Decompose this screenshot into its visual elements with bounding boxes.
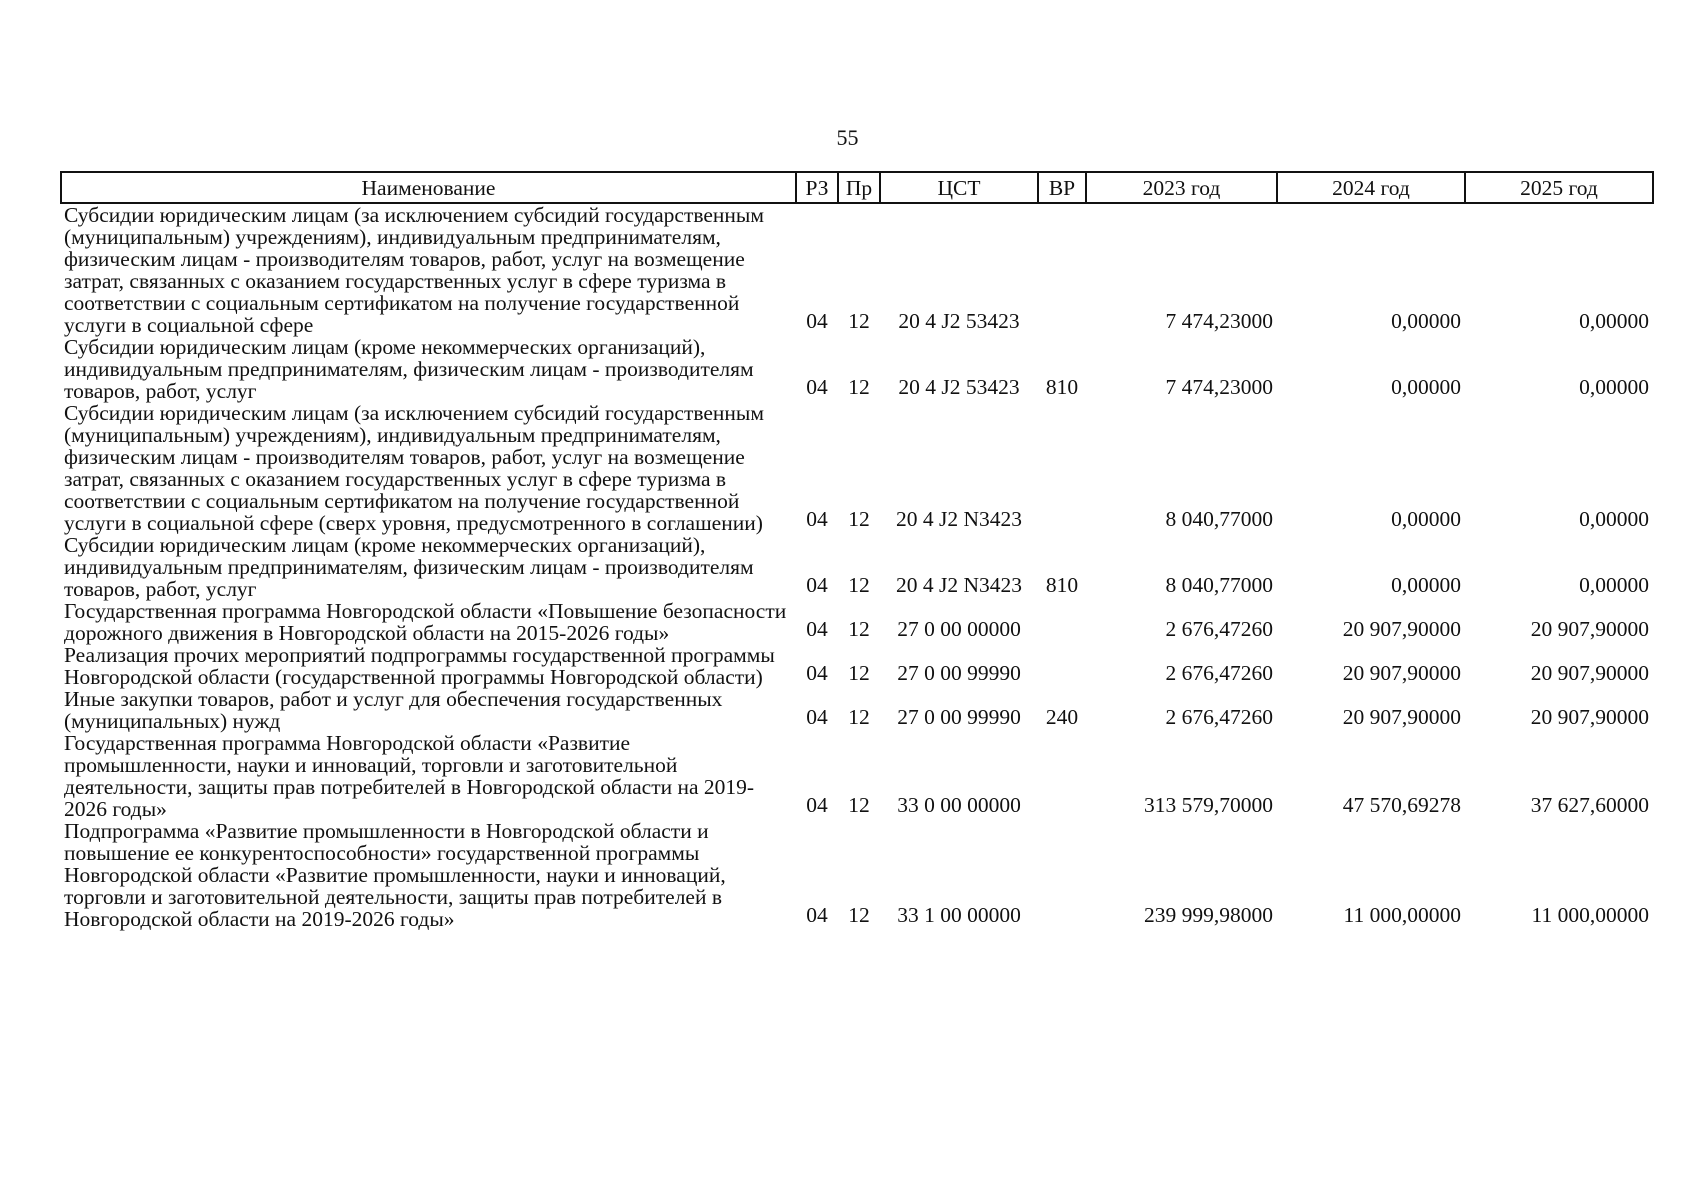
- row-vr: [1038, 203, 1086, 336]
- row-vr: 810: [1045, 573, 1079, 597]
- row-2024: 0,00000: [1391, 507, 1461, 531]
- row-2023: 2 676,47260: [1165, 705, 1273, 729]
- row-name: Субсидии юридическим лицам (за исключением субсидий государственным (муниципальным) учреждениям), индивидуальным предпринимателям, физическим лицам - производителям товаров, работ, услуг на возмещение затрат, связанных с оказанием государственных услуг в сфере туризма в соответствии с социальным сертификатом на получение государственной услуги в социальной сфере: [64, 203, 764, 337]
- row-2023: 239 999,98000: [1144, 903, 1273, 927]
- row-pr: 12: [848, 705, 870, 729]
- row-cst: 20 4 J2 53423: [898, 375, 1020, 399]
- row-cst: 33 0 00 00000: [897, 793, 1021, 817]
- row-name: Иные закупки товаров, работ и услуг для обеспечения государственных (муниципальных) нужд: [64, 687, 723, 733]
- row-2025: 20 907,90000: [1530, 617, 1649, 641]
- row-2024: 0,00000: [1391, 573, 1461, 597]
- row-name: Реализация прочих мероприятий подпрограммы государственной программы Новгородской области (государственной программы Новгородской области): [64, 643, 775, 689]
- table-row: [61, 820, 1653, 930]
- table-row: [61, 336, 1653, 402]
- row-vr: 240: [1045, 705, 1079, 729]
- row-pr: 12: [848, 903, 870, 927]
- row-2025: 0,00000: [1579, 573, 1649, 597]
- row-pr: 12: [848, 375, 870, 399]
- row-name: Субсидии юридическим лицам (кроме некоммерческих организаций), индивидуальным предпринимателям, физическим лицам - производителям товаров, работ, услуг: [64, 533, 754, 601]
- row-pr: 12: [848, 507, 870, 531]
- table-row: [61, 732, 1653, 820]
- row-2025: 20 907,90000: [1530, 661, 1649, 685]
- row-2024: 47 570,69278: [1342, 793, 1461, 817]
- header-row: [61, 172, 1653, 203]
- row-name: Субсидии юридическим лицам (кроме некоммерческих организаций), индивидуальным предпринимателям, физическим лицам - производителям товаров, работ, услуг: [64, 335, 754, 403]
- header-year-2023: 2023 год: [1086, 172, 1277, 203]
- row-2024: 20 907,90000: [1342, 661, 1461, 685]
- row-rz: 04: [806, 617, 828, 641]
- row-2023: 7 474,23000: [1165, 309, 1273, 333]
- row-2023: 2 676,47260: [1165, 661, 1273, 685]
- row-2024: 0,00000: [1391, 375, 1461, 399]
- row-rz: 04: [806, 903, 828, 927]
- header-cst: ЦСТ: [880, 172, 1038, 203]
- row-name: Государственная программа Новгородской области «Развитие промышленности, науки и инноваций, торговли и заготовительной деятельности, защиты прав потребителей в Новгородской области на 2019-2026 годы»: [64, 731, 755, 821]
- table-row: [61, 534, 1653, 600]
- row-name: Подпрограмма «Развитие промышленности в Новгородской области и повышение ее конкурентоспособности» государственной программы Новгородской области «Развитие промышленности, науки и инноваций, торговли и заготовительной деятельности, защиты прав потребителей в Новгородской области на 2019-2026 годы»: [64, 819, 726, 931]
- row-2024: 11 000,00000: [1343, 903, 1461, 927]
- table-row: [61, 600, 1653, 644]
- row-rz: 04: [806, 573, 828, 597]
- table-row: [61, 688, 1653, 732]
- page-number: 55: [836, 125, 859, 150]
- row-rz: 04: [806, 793, 828, 817]
- row-rz: 04: [806, 661, 828, 685]
- row-cst: 20 4 J2 53423: [898, 309, 1020, 333]
- row-2023: 2 676,47260: [1165, 617, 1273, 641]
- row-vr: [1038, 644, 1086, 688]
- row-vr: [1038, 402, 1086, 534]
- row-cst: 33 1 00 00000: [897, 903, 1021, 927]
- row-name: Субсидии юридическим лицам (за исключением субсидий государственным (муниципальным) учреждениям), индивидуальным предпринимателям, физическим лицам - производителям товаров, работ, услуг на возмещение затрат, связанных с оказанием государственных услуг в сфере туризма в соответствии с социальным сертификатом на получение государственной услуги в социальной сфере (сверх уровня, предусмотренного в соглашении): [64, 401, 764, 535]
- table-row: [61, 203, 1653, 336]
- header-vr: ВР: [1038, 172, 1086, 203]
- header-year-2024: 2024 год: [1277, 172, 1465, 203]
- header-name: Наименование: [61, 172, 796, 203]
- budget-table: [60, 171, 1654, 930]
- row-2025: 37 627,60000: [1530, 793, 1649, 817]
- row-cst: 27 0 00 99990: [897, 705, 1021, 729]
- row-2023: 8 040,77000: [1165, 507, 1273, 531]
- header-year-2025: 2025 год: [1465, 172, 1653, 203]
- row-2023: 8 040,77000: [1165, 573, 1273, 597]
- header-pr: Пр: [838, 172, 880, 203]
- row-pr: 12: [848, 617, 870, 641]
- row-2025: 11 000,00000: [1531, 903, 1649, 927]
- row-rz: 04: [806, 507, 828, 531]
- row-pr: 12: [848, 573, 870, 597]
- header-rz: РЗ: [796, 172, 838, 203]
- row-rz: 04: [806, 705, 828, 729]
- row-2024: 0,00000: [1391, 309, 1461, 333]
- row-vr: [1038, 600, 1086, 644]
- row-rz: 04: [806, 309, 828, 333]
- row-pr: 12: [848, 661, 870, 685]
- row-cst: 20 4 J2 N3423: [895, 573, 1023, 597]
- row-pr: 12: [848, 309, 870, 333]
- table-row: [61, 644, 1653, 688]
- row-2023: 313 579,70000: [1144, 793, 1273, 817]
- row-name: Государственная программа Новгородской области «Повышение безопасности дорожного движения в Новгородской области на 2015-2026 годы»: [64, 599, 787, 645]
- table-row: [61, 402, 1653, 534]
- row-2025: 20 907,90000: [1530, 705, 1649, 729]
- row-vr: [1038, 820, 1086, 930]
- row-2024: 20 907,90000: [1342, 617, 1461, 641]
- row-2023: 7 474,23000: [1165, 375, 1273, 399]
- row-vr: 810: [1045, 375, 1079, 399]
- row-cst: 20 4 J2 N3423: [895, 507, 1023, 531]
- row-cst: 27 0 00 99990: [897, 661, 1021, 685]
- row-vr: [1038, 732, 1086, 820]
- table-header: [61, 172, 1653, 203]
- row-2025: 0,00000: [1579, 375, 1649, 399]
- table-body: [61, 203, 1653, 930]
- row-2024: 20 907,90000: [1342, 705, 1461, 729]
- row-pr: 12: [848, 793, 870, 817]
- row-rz: 04: [806, 375, 828, 399]
- row-2025: 0,00000: [1579, 309, 1649, 333]
- row-cst: 27 0 00 00000: [897, 617, 1021, 641]
- row-2025: 0,00000: [1579, 507, 1649, 531]
